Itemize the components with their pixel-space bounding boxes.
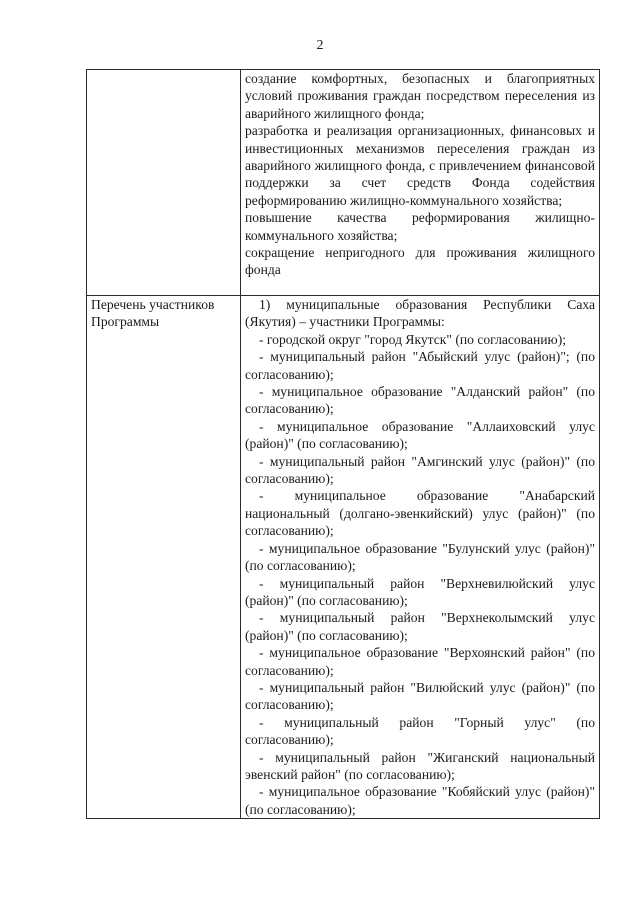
program-passport-table [86,69,600,819]
row-label-cell [87,70,241,296]
participant-item: - муниципальное образование "Алданский район" (по согласованию); [245,384,595,417]
participants-cell [241,296,600,819]
participant-item: - муниципальный район "Абыйский улус (район)"; (по согласованию); [245,349,595,382]
participant-item: - муниципальный район "Горный улус" (по согласованию); [245,714,595,748]
participant-item: 1) муниципальные образования Республики Саха (Якутия) – участники Программы: [245,297,595,330]
goal-paragraph: разработка и реализация организационных, финансовых и инвестиционных механизмов переселения граждан из аварийного жилищного фонда, с привлечением финансовой поддержки за счет средств Фонда содействия реформированию жилищно-коммунального хозяйства; [245,123,595,208]
participant-item: - муниципальное образование "Кобяйский улус (район)" (по согласованию); [245,784,595,817]
goal-paragraph: создание комфортных, безопасных и благоприятных условий проживания граждан посредством переселения из аварийного жилищного фонда; [245,71,595,121]
participant-item: - городской округ "город Якутск" (по согласованию); [259,331,566,347]
goal-paragraph: сокращение непригодного для проживания жилищного фонда [245,245,595,278]
participant-item: - муниципальный район "Жиганский национальный эвенский район" (по согласованию); [245,749,595,782]
participant-item: - муниципальный район "Амгинский улус (район)" (по согласованию); [245,453,595,487]
participant-item: - муниципальный район "Верхневилюйский улус (район)" (по согласованию); [245,575,595,608]
goal-paragraph: повышение качества реформирования жилищно-коммунального хозяйства; [245,210,595,243]
goals-cell [241,70,600,296]
table-row [87,296,600,819]
participant-item: - муниципальное образование "Верхоянский район" (по согласованию); [245,645,595,678]
participant-item: - муниципальный район "Верхнеколымский улус (район)" (по согласованию); [245,610,595,643]
participants-label: Перечень участников Программы [87,296,241,819]
participant-item: - муниципальное образование "Булунский улус (район)" (по согласованию); [245,540,595,574]
participant-item: - муниципальное образование "Анабарский национальный (долгано-эвенкийский) улус (район)" (по согласованию); [245,488,595,539]
participant-item: - муниципальное образование "Аллаиховский улус (район)" (по согласованию); [245,418,595,452]
page-number: 2 [316,38,324,53]
participant-item: - муниципальный район "Вилюйский улус (район)" (по согласованию); [245,679,595,713]
table-row [87,70,600,296]
